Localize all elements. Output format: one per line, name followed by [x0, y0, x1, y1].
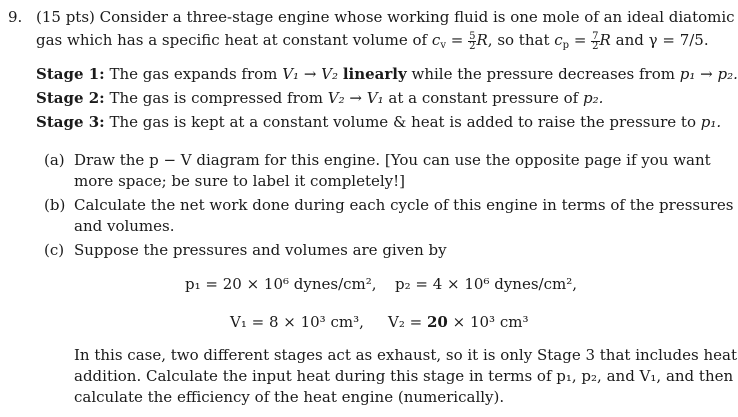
- stage-2: Stage 2: The gas is compressed from V₂ → V₁ at a constant pressure of p₂.: [36, 89, 604, 107]
- v2-equation-bold: 20: [426, 313, 448, 331]
- stage-1-p-to: p₂.: [717, 65, 738, 83]
- stage-1-emphasis: linearly: [342, 65, 407, 83]
- stage-2-p: p₂.: [582, 89, 604, 107]
- stage-1: Stage 1: The gas expands from V₁ → V₂ linearly while the pressure decreases from p₁ → p₂.: [36, 65, 738, 83]
- part-c-para-3: calculate the efficiency of the heat engine (numerically).: [74, 388, 505, 406]
- intro-line-2-a: gas which has a specific heat at constant volume of: [36, 31, 428, 49]
- part-c-para-2: addition. Calculate the input heat during this stage in terms of p₁, p₂, and V₁, and then: [74, 367, 734, 385]
- stage-3-label: Stage 3:: [36, 113, 105, 131]
- part-a-line-1: Draw the p − V diagram for this engine. [You can use the opposite page if you want: [74, 151, 711, 169]
- stage-1-to: V₂: [321, 65, 339, 83]
- v2-equation-b: × 10³ cm³: [452, 313, 529, 331]
- intro-line-2: [36, 30, 709, 51]
- stage-3: [36, 112, 721, 132]
- p2-equation: p₂ = 4 × 10⁶ dynes/cm²,: [395, 275, 578, 293]
- part-b-line-2: and volumes.: [74, 217, 175, 235]
- part-a-label: (a): [44, 151, 65, 169]
- question-number: 9.: [8, 8, 23, 26]
- v2-equation: [388, 312, 528, 332]
- stage-3-p: p₁.: [700, 113, 722, 131]
- intro-line-2-b: so that: [497, 31, 550, 49]
- stage-1-text-a: The gas expands from: [109, 65, 278, 83]
- stage-3-text: The gas is kept at a constant volume & heat is added to raise the pressure to: [109, 113, 696, 131]
- stage-2-text-b: at a constant pressure of: [388, 89, 579, 107]
- stage-2-to: V₁: [366, 89, 384, 107]
- intro-line-2-c: and: [615, 31, 644, 49]
- part-c-line-1: Suppose the pressures and volumes are given by: [74, 241, 447, 259]
- part-b-line-1: Calculate the net work done during each cycle of this engine in terms of the pressures: [74, 196, 734, 214]
- gamma-expression: γ = 7/5.: [648, 31, 709, 49]
- stage-1-label: Stage 1:: [36, 65, 105, 83]
- stage-1-text-b: while the pressure decreases from: [411, 65, 675, 83]
- stage-2-text-a: The gas is compressed from: [109, 89, 324, 107]
- part-b-label: (b): [44, 196, 66, 214]
- stage-2-label: Stage 2:: [36, 89, 105, 107]
- stage-1-p-from: p₁: [679, 65, 696, 83]
- p1-equation: p₁ = 20 × 10⁶ dynes/cm²,: [185, 275, 377, 293]
- stage-1-from: V₁: [282, 65, 300, 83]
- v1-equation: V₁ = 8 × 10³ cm³,: [230, 313, 364, 331]
- intro-line-1: (15 pts) Consider a three-stage engine whose working fluid is one mole of an ideal diatomic: [36, 8, 735, 26]
- part-c-label: (c): [44, 241, 65, 259]
- cp-expression: $c_p$ = $\frac{7}{2}$ R: [554, 31, 611, 52]
- stage-2-from: V₂: [327, 89, 345, 107]
- part-c-para-1: In this case, two different stages act as exhaust, so it is only Stage 3 that includes heat: [74, 346, 737, 364]
- cv-expression: $c_v$ = $\frac{5}{2}$ R,: [431, 31, 493, 52]
- v2-equation-a: V₂ =: [388, 313, 423, 331]
- part-a-line-2: more space; be sure to label it completely!]: [74, 172, 406, 190]
